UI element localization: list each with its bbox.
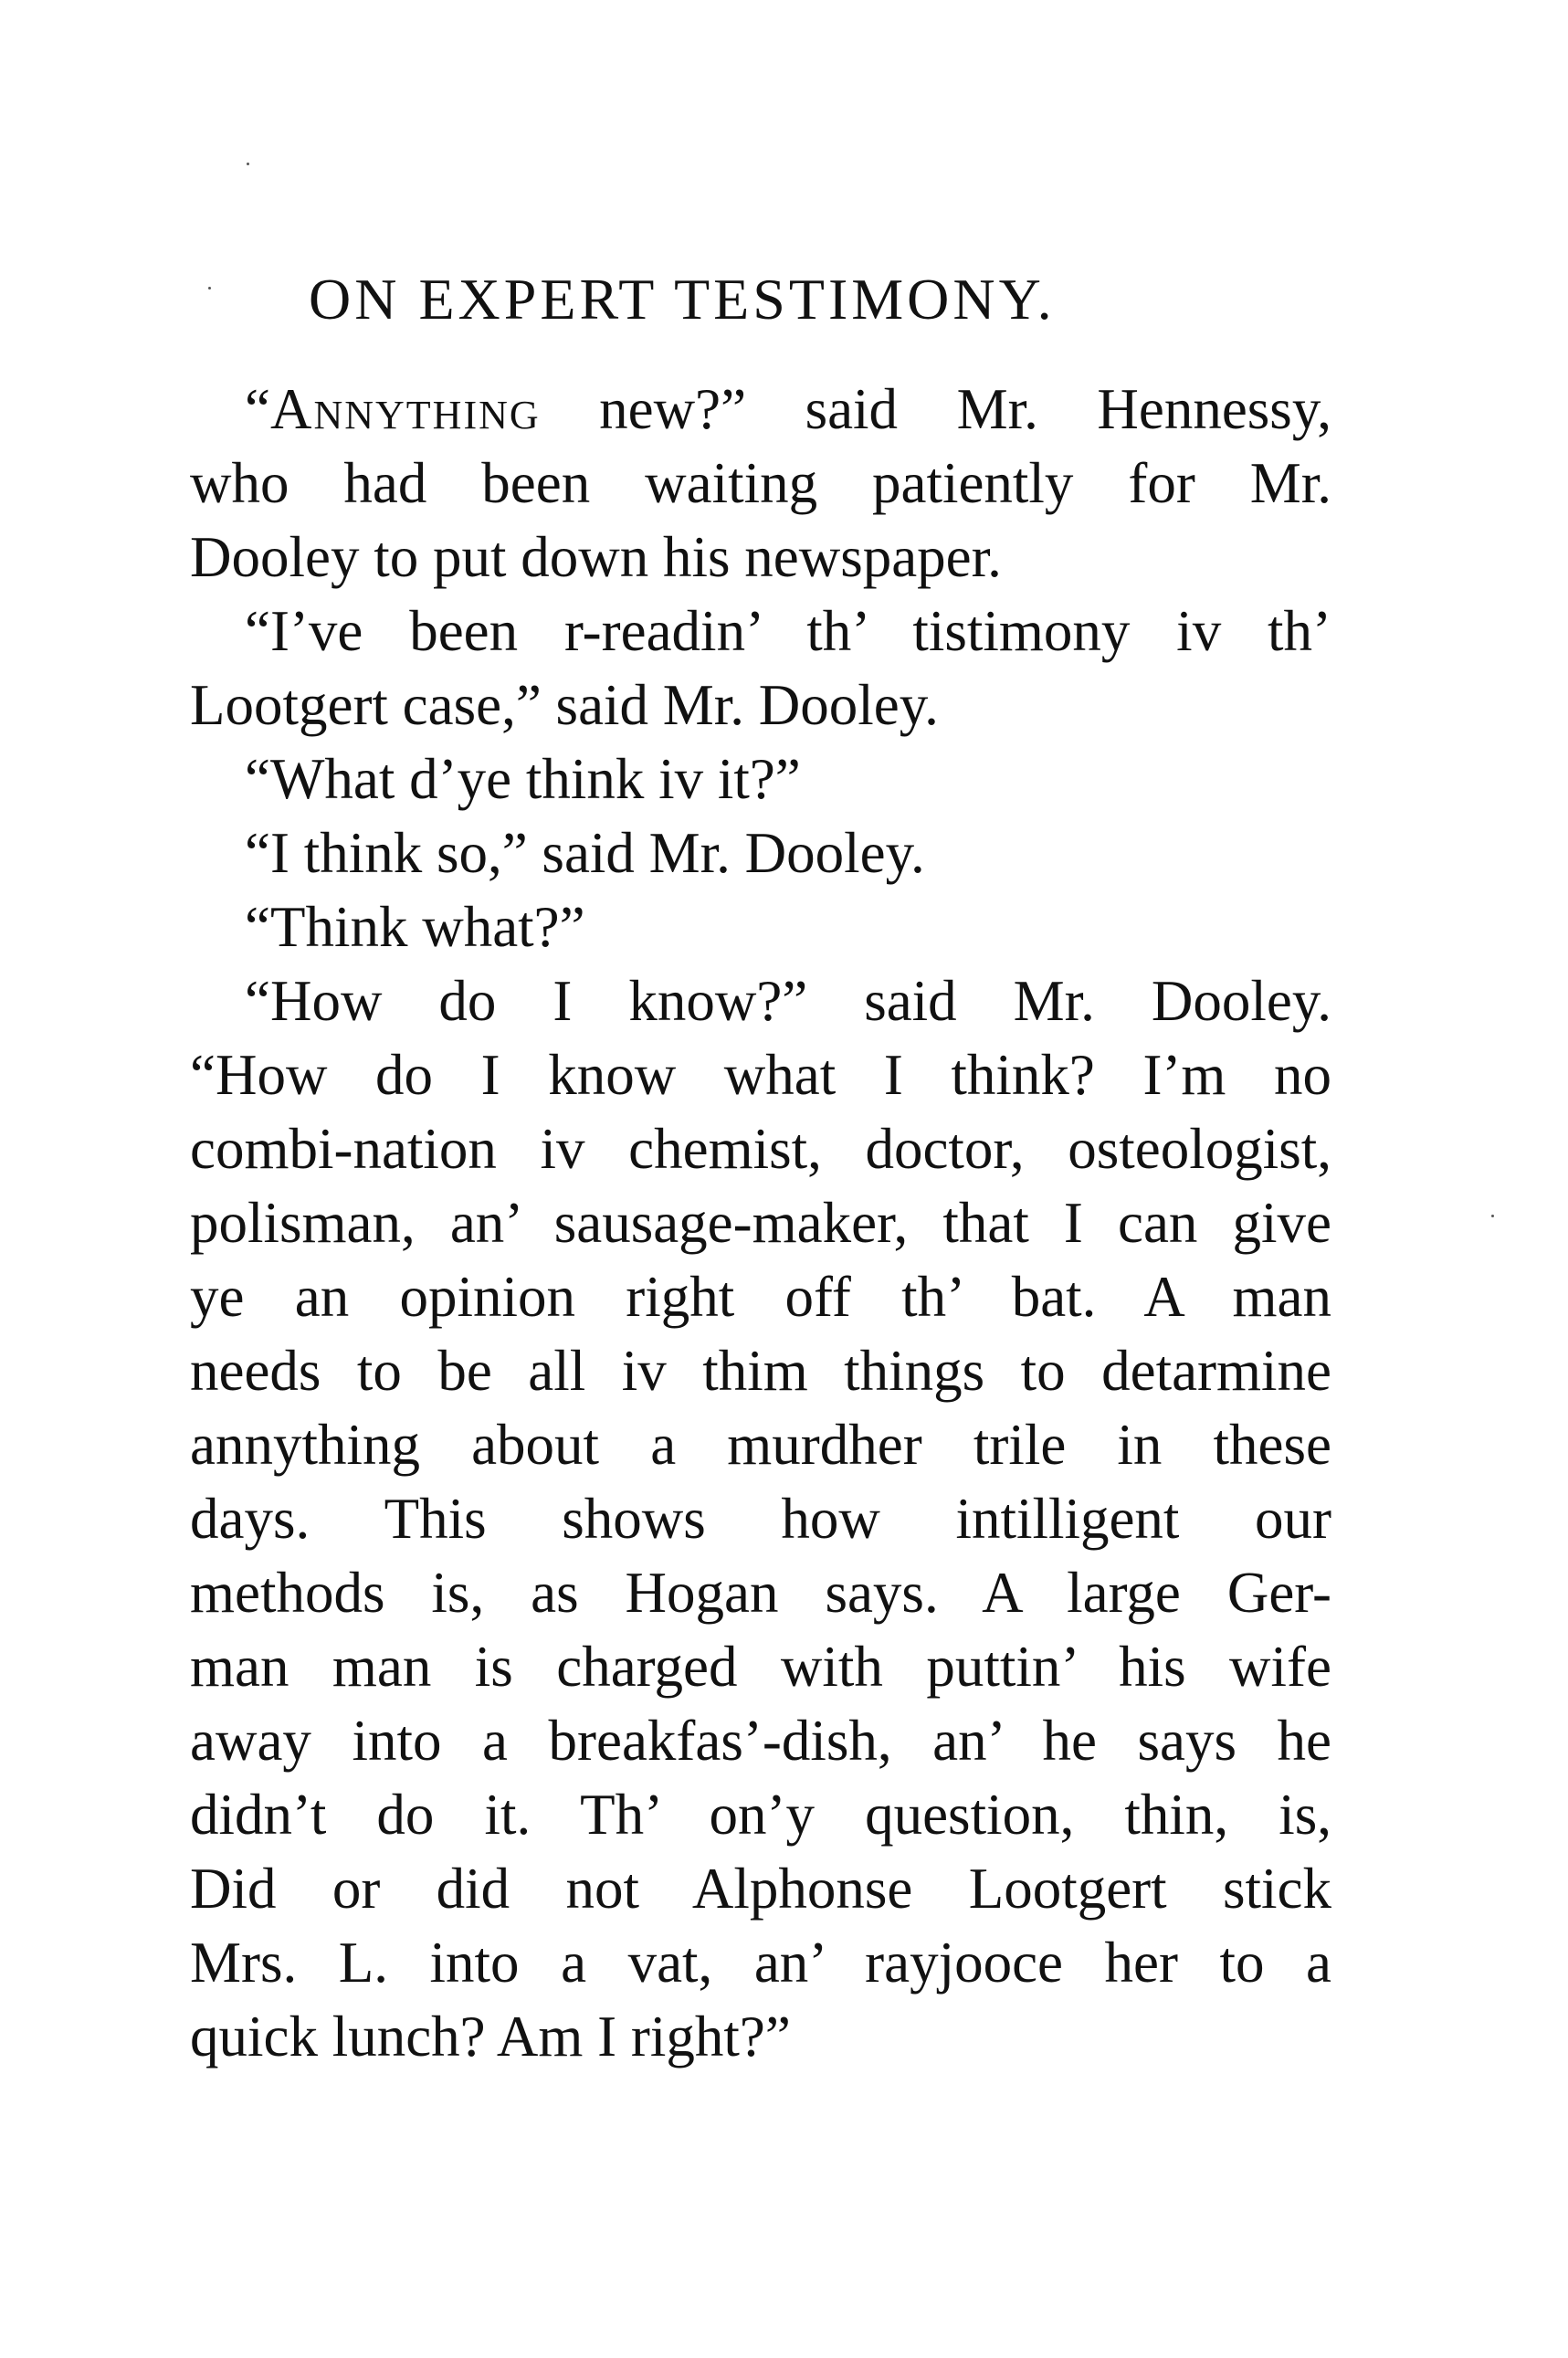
- text-line: combi-nation iv chemist, doctor, osteologist,: [190, 1117, 1331, 1181]
- open-quote: “: [245, 377, 270, 441]
- text-line: ye an opinion right off th’ bat. A man: [190, 1265, 1331, 1329]
- text-line: “What d’ye think iv it?”: [245, 747, 801, 811]
- text-line: didn’t do it. Th’ on’y question, thin, is,: [190, 1783, 1331, 1847]
- text-line: “Annything new?” said Mr. Hennessy,: [245, 377, 1331, 441]
- body-text: [190, 373, 1331, 2074]
- text-line: Did or did not Alphonse Lootgert stick: [190, 1857, 1331, 1921]
- text-line: away into a breakfas’-dish, an’ he says he: [190, 1709, 1331, 1773]
- text-line: man man is charged with puttin’ his wife: [190, 1635, 1331, 1699]
- text-line: annything about a murdher trile in these: [190, 1413, 1331, 1477]
- text-line: polisman, an’ sausage-maker, that I can give: [190, 1191, 1331, 1255]
- text-line: “How do I know what I think? I’m no: [190, 1043, 1331, 1107]
- text-line: quick lunch? Am I right?”: [190, 2005, 791, 2069]
- paper-speck: [208, 287, 211, 289]
- text-line: “How do I know?” said Mr. Dooley.: [245, 969, 1331, 1033]
- text-line: Mrs. L. into a vat, an’ rayjooce her to a: [190, 1931, 1331, 1995]
- paper-speck: [247, 163, 249, 165]
- text-line: Lootgert case,” said Mr. Dooley.: [190, 673, 939, 737]
- text-line: days. This shows how intilligent our: [190, 1487, 1331, 1551]
- paper-speck: [1491, 1215, 1494, 1217]
- text-line: needs to be all iv thim things to detarmine: [190, 1339, 1331, 1403]
- first-word: Annything: [269, 377, 541, 441]
- text-line: “I think so,” said Mr. Dooley.: [245, 821, 925, 885]
- chapter-title: ON EXPERT TESTIMONY.: [309, 267, 1056, 332]
- text-line: methods is, as Hogan says. A large Ger-: [190, 1561, 1331, 1625]
- text-line: who had been waiting patiently for Mr.: [190, 451, 1331, 515]
- text-line: “Think what?”: [245, 895, 585, 959]
- text-line: “I’ve been r-readin’ th’ tistimony iv th’: [245, 599, 1331, 663]
- text-line: Dooley to put down his newspaper.: [190, 525, 1002, 589]
